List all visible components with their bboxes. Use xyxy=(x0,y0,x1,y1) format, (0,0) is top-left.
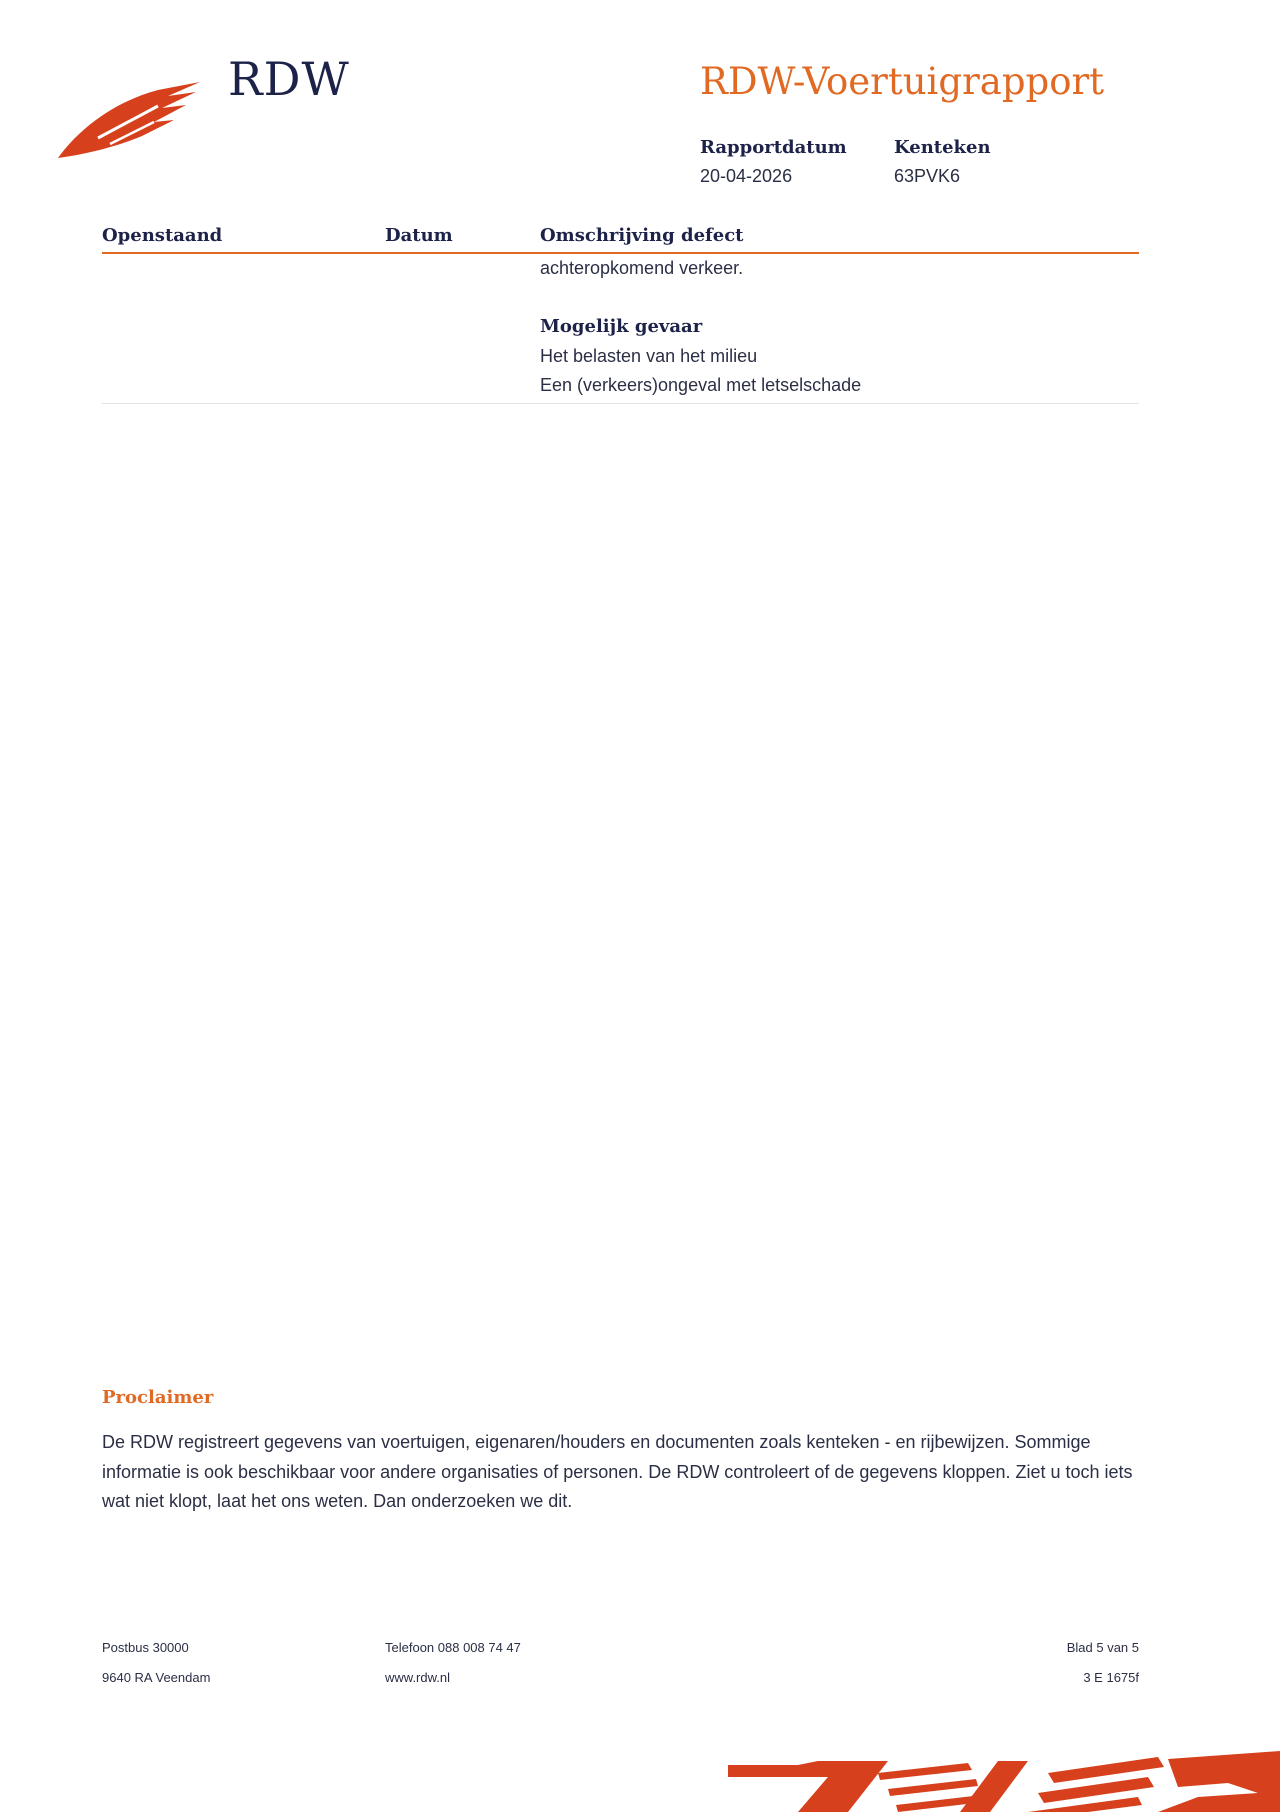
report-date-label: Rapportdatum xyxy=(700,137,847,158)
footer-city: 9640 RA Veendam xyxy=(102,1670,211,1685)
rdw-road-stripes-icon xyxy=(728,1743,1280,1812)
table-header xyxy=(102,225,1139,254)
footer-website-link[interactable]: www.rdw.nl xyxy=(385,1670,451,1685)
column-header-openstaand: Openstaand xyxy=(102,225,223,246)
rdw-logo-icon xyxy=(58,80,208,162)
defect-description-text: achteropkomend verkeer. xyxy=(540,258,744,278)
footer-contact xyxy=(385,1640,521,1685)
footer-address xyxy=(102,1640,210,1685)
plate-label: Kenteken xyxy=(894,137,991,158)
footer-page-info xyxy=(1067,1640,1139,1685)
danger-item: Het belasten van het milieu xyxy=(540,346,758,366)
report-date-value: 20-04-2026 xyxy=(700,166,793,186)
plate-value: 63PVK6 xyxy=(894,166,961,186)
column-header-omschrijving: Omschrijving defect xyxy=(540,225,744,246)
danger-item: Een (verkeers)ongeval met letselschade xyxy=(540,375,862,395)
column-header-datum: Datum xyxy=(385,225,453,246)
footer-document-code: 3 E 1675f xyxy=(1083,1670,1139,1685)
table-row xyxy=(102,254,1139,404)
report-date-block xyxy=(700,137,847,187)
defects-table xyxy=(102,225,1139,404)
proclaimer-title: Proclaimer xyxy=(102,1387,214,1408)
proclaimer-text: De RDW registreert gegevens van voertuigen, eigenaren/houders en documenten zoals kenteken - en rijbewijzen. Sommige informatie is ook beschikbaar voor andere organisaties of personen. De RDW controleert of de gegevens kloppen. Ziet u toch iets wat niet klopt, laat het ons weten. Dan onderzoeken we dit. xyxy=(102,1432,1133,1511)
plate-block xyxy=(894,137,991,187)
danger-heading: Mogelijk gevaar xyxy=(540,316,703,337)
report-title: RDW-Voertuigrapport xyxy=(700,60,1105,103)
logo-text: RDW xyxy=(228,52,350,106)
footer-phone: Telefoon 088 008 74 47 xyxy=(385,1640,521,1655)
footer-page-number: Blad 5 van 5 xyxy=(1066,1640,1139,1655)
footer-postbus: Postbus 30000 xyxy=(102,1640,189,1655)
